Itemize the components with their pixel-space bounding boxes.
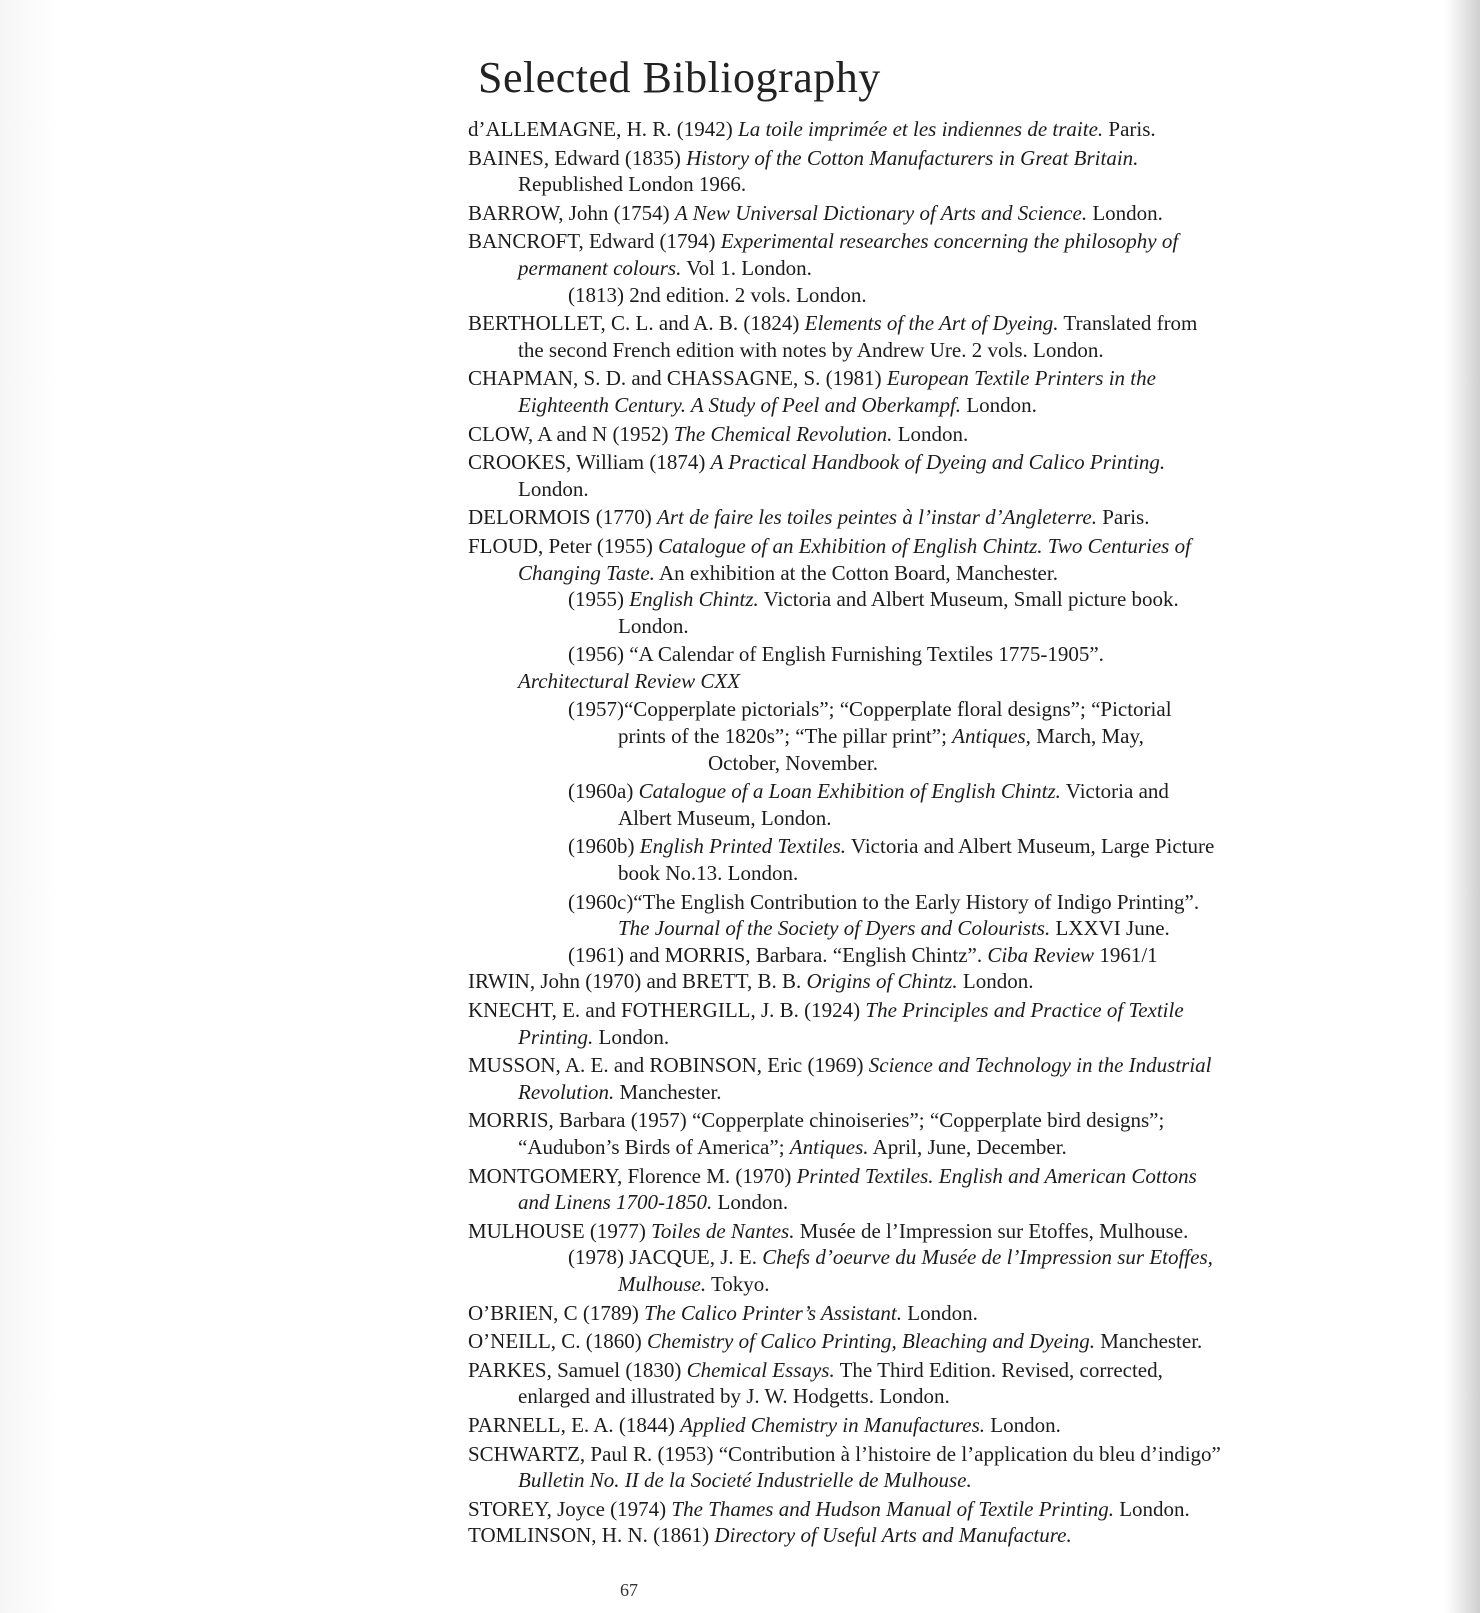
work-title: Chemistry of Calico Printing, Bleaching and Dyeing.	[647, 1329, 1095, 1354]
entry-text: (1960a)	[568, 779, 639, 804]
entry-text: CHAPMAN, S. D. and CHASSAGNE, S. (1981)	[468, 366, 887, 391]
bibliography-line	[468, 1467, 1388, 1494]
entry-text: London.	[712, 1190, 789, 1215]
bibliography-line	[468, 860, 1388, 887]
bibliography-line	[468, 449, 1388, 476]
entry-text: (1960c)“The English Contribution to the Early History of Indigo Printing”.	[568, 889, 1200, 914]
entry-text: prints of the 1820s”; “The pillar print”;	[618, 724, 953, 749]
work-title: Ciba Review	[987, 942, 1095, 967]
bibliography-line	[468, 1052, 1388, 1079]
entry-text: Republished London 1966.	[518, 172, 747, 197]
entry-text: London.	[1087, 200, 1163, 225]
entry-text: Victoria and	[1060, 779, 1169, 804]
work-title: The Chemical Revolution.	[673, 421, 893, 446]
bibliography-line	[468, 833, 1388, 860]
entry-text: d’ALLEMAGNE, H. R. (1942)	[468, 117, 739, 141]
entry-text: O’NEILL, C. (1860)	[468, 1329, 648, 1354]
entry-text: Musée de l’Impression sur Etoffes, Mulhouse.	[794, 1218, 1189, 1243]
bibliography-line	[468, 533, 1388, 560]
entry-text: (1978) JACQUE, J. E.	[568, 1245, 763, 1270]
bibliography-line	[468, 1079, 1388, 1106]
bibliography-line	[468, 1496, 1388, 1523]
bibliography-line	[468, 365, 1388, 392]
bibliography-line	[468, 889, 1388, 916]
work-title: Applied Chemistry in Manufactures.	[680, 1412, 986, 1437]
entry-text: the second French edition with notes by Andrew Ure. 2 vols. London.	[518, 337, 1104, 362]
entry-text: LXXVI June.	[1050, 916, 1170, 941]
entry-text: Paris.	[1103, 117, 1156, 141]
entry-text: London.	[892, 421, 969, 446]
bibliography-line	[468, 586, 1388, 613]
bibliography-line	[468, 778, 1388, 805]
bibliography-line	[468, 1134, 1388, 1161]
bibliography-line	[468, 1024, 1388, 1051]
entry-text: Albert Museum, London.	[618, 805, 832, 830]
work-title: The Journal of the Society of Dyers and Colourists.	[618, 916, 1051, 941]
entry-text: IRWIN, John (1970) and BRETT, B. B.	[468, 969, 807, 994]
bibliography-line	[468, 1300, 1388, 1327]
work-title: La toile imprimée et les indiennes de traite.	[738, 117, 1104, 141]
entry-text: March, May,	[1030, 724, 1144, 749]
entry-text: An exhibition at the Cotton Board, Manchester.	[654, 560, 1058, 585]
entry-text: CLOW, A and N (1952)	[468, 421, 674, 446]
entry-text: MULHOUSE (1977)	[468, 1218, 652, 1243]
entry-text: (1955)	[568, 587, 630, 612]
entry-text: April, June, December.	[868, 1134, 1067, 1159]
page-number: 67	[620, 1580, 638, 1600]
entry-text: (1956) “A Calendar of English Furnishing Textiles 1775-1905”.	[568, 642, 1104, 667]
bibliography-line	[468, 723, 1388, 750]
work-title: History of the Cotton Manufacturers in Great Britain.	[686, 145, 1139, 170]
entry-text: London.	[618, 613, 689, 638]
bibliography-line	[468, 200, 1388, 227]
entry-text: London.	[961, 392, 1037, 417]
work-title: Toiles de Nantes.	[651, 1218, 795, 1243]
bibliography-line	[468, 696, 1388, 723]
work-title: Elements of the Art of Dyeing.	[804, 311, 1059, 336]
entry-text: TOMLINSON, H. N. (1861)	[468, 1523, 715, 1548]
entry-text: PARKES, Samuel (1830)	[468, 1357, 687, 1382]
bibliography-line	[468, 750, 1388, 777]
work-title: English Chintz.	[629, 587, 759, 612]
work-title: Bulletin No. II de la Societé Industrielle de Mulhouse.	[518, 1468, 972, 1493]
entry-text: CROOKES, William (1874)	[468, 450, 711, 475]
work-title: Chefs d’oeurve du Musée de l’Impression sur Etoffes,	[762, 1245, 1213, 1270]
entry-text: London.	[518, 476, 589, 501]
work-title: The Thames and Hudson Manual of Textile Printing.	[671, 1496, 1114, 1521]
bibliography-line	[468, 1271, 1388, 1298]
bibliography-line	[468, 116, 1388, 143]
bibliography-line	[468, 504, 1388, 531]
entry-text: London.	[1113, 1496, 1190, 1521]
entry-text: Paris.	[1096, 505, 1150, 530]
entry-text: BANCROFT, Edward (1794)	[468, 229, 721, 254]
entry-text: Victoria and Albert Museum, Small picture book.	[758, 587, 1179, 612]
bibliography-line	[468, 1328, 1388, 1355]
work-title: Antiques.	[789, 1134, 869, 1159]
bibliography-line	[468, 476, 1388, 503]
entry-text: (1960b)	[568, 834, 640, 859]
work-title: Catalogue of a Loan Exhibition of English Chintz.	[638, 779, 1061, 804]
entry-text: Translated from	[1058, 311, 1198, 336]
entry-text: London.	[985, 1412, 1061, 1437]
work-title: A New Universal Dictionary of Arts and Science.	[674, 200, 1088, 225]
work-title: Art de faire les toiles peintes à l’instar d’Angleterre.	[657, 505, 1097, 530]
bibliography-line	[468, 668, 1388, 695]
bibliography-line	[468, 641, 1388, 668]
work-title: European Textile Printers in the	[886, 366, 1156, 391]
work-title: and Linens 1700-1850.	[518, 1190, 713, 1215]
bibliography-line	[468, 145, 1388, 172]
entry-text: “Audubon’s Birds of America”;	[518, 1134, 790, 1159]
entry-text: October, November.	[708, 750, 879, 775]
bibliography-line	[468, 968, 1388, 995]
entry-text: (1961) and MORRIS, Barbara. “English Chintz”.	[568, 942, 988, 967]
bibliography-line	[468, 805, 1388, 832]
work-title: Catalogue of an Exhibition of English Chintz. Two Centuries of	[658, 533, 1191, 558]
entry-text: London.	[902, 1300, 978, 1325]
bibliography-line	[468, 942, 1388, 969]
work-title: Chemical Essays.	[686, 1357, 835, 1382]
entry-text: SCHWARTZ, Paul R. (1953) “Contribution à l’histoire de l’application du bleu d’indigo”	[468, 1441, 1221, 1466]
bibliography-line	[468, 310, 1388, 337]
work-title: Printing.	[518, 1024, 594, 1049]
entry-text: DELORMOIS (1770)	[468, 505, 657, 530]
bibliography-line	[468, 1107, 1388, 1134]
bibliography-line	[468, 560, 1388, 587]
work-title: Experimental researches concerning the philosophy of	[720, 229, 1179, 254]
entry-text: KNECHT, E. and FOTHERGILL, J. B. (1924)	[468, 998, 866, 1022]
bibliography-line	[468, 392, 1388, 419]
entry-text: Victoria and Albert Museum, Large Picture	[846, 834, 1215, 859]
work-title: Revolution.	[518, 1079, 615, 1104]
page-title: Selected Bibliography	[478, 53, 881, 102]
bibliography-line	[468, 171, 1388, 198]
work-title: Architectural Review CXX	[518, 668, 740, 693]
entry-text: STOREY, Joyce (1974)	[468, 1496, 672, 1521]
entry-text: MORRIS, Barbara (1957) “Copperplate chinoiseries”; “Copperplate bird designs”;	[468, 1108, 1165, 1133]
bibliography-line	[468, 1244, 1388, 1271]
bibliography-line	[468, 613, 1388, 640]
work-title: Antiques,	[952, 724, 1031, 749]
work-title: The Calico Printer’s Assistant.	[644, 1300, 903, 1325]
bibliography-line	[468, 1383, 1388, 1410]
bibliography-line	[468, 255, 1388, 282]
bibliography-line	[468, 1189, 1388, 1216]
entry-text: BARROW, John (1754)	[468, 200, 675, 225]
entry-text: MONTGOMERY, Florence M. (1970)	[468, 1163, 797, 1188]
bibliography-line	[468, 337, 1388, 364]
entry-text: London.	[593, 1024, 670, 1049]
bibliography-line	[468, 915, 1388, 942]
bibliography-line	[468, 997, 1388, 1024]
entry-text: Manchester.	[614, 1079, 722, 1104]
work-title: Origins of Chintz.	[806, 969, 958, 994]
work-title: The Principles and Practice of Textile	[865, 998, 1184, 1022]
bibliography-line	[468, 1163, 1388, 1190]
bibliography-line	[468, 1441, 1388, 1468]
work-title: Directory of Useful Arts and Manufacture.	[714, 1523, 1072, 1548]
entry-text: (1957)“Copperplate pictorials”; “Copperplate floral designs”; “Pictorial	[568, 697, 1172, 722]
bibliography-line	[468, 421, 1388, 448]
bibliography-line	[468, 1522, 1388, 1549]
entry-text: Tokyo.	[706, 1271, 770, 1296]
entry-text: MUSSON, A. E. and ROBINSON, Eric (1969)	[468, 1053, 869, 1078]
entry-text: PARNELL, E. A. (1844)	[468, 1412, 681, 1437]
bibliography-list	[468, 116, 1388, 1549]
bibliography-line	[468, 228, 1388, 255]
entry-text: (1813) 2nd edition. 2 vols. London.	[568, 282, 867, 307]
bibliography-line	[468, 1412, 1388, 1439]
entry-text: enlarged and illustrated by J. W. Hodgetts. London.	[518, 1384, 950, 1409]
work-title: permanent colours.	[518, 255, 682, 280]
entry-text: FLOUD, Peter (1955)	[468, 533, 659, 558]
bibliography-line	[468, 282, 1388, 309]
work-title: Science and Technology in the Industrial	[868, 1053, 1212, 1078]
work-title: Changing Taste.	[518, 560, 655, 585]
work-title: Printed Textiles. English and American Cottons	[796, 1163, 1197, 1188]
entry-text: Manchester.	[1095, 1329, 1203, 1354]
work-title: English Printed Textiles.	[639, 834, 847, 859]
entry-text: BAINES, Edward (1835)	[468, 145, 687, 170]
entry-text: Vol 1. London.	[681, 255, 812, 280]
entry-text: 1961/1	[1094, 942, 1158, 967]
work-title: A Practical Handbook of Dyeing and Calico Printing.	[710, 450, 1166, 475]
entry-text: O’BRIEN, C (1789)	[468, 1300, 645, 1325]
entry-text: book No.13. London.	[618, 861, 799, 886]
entry-text: London.	[957, 969, 1034, 994]
entry-text: BERTHOLLET, C. L. and A. B. (1824)	[468, 311, 805, 336]
bibliography-line	[468, 1357, 1388, 1384]
work-title: Mulhouse.	[618, 1271, 707, 1296]
entry-text: The Third Edition. Revised, corrected,	[834, 1357, 1163, 1382]
bibliography-line	[468, 1218, 1388, 1245]
work-title: Eighteenth Century. A Study of Peel and Oberkampf.	[518, 392, 962, 417]
